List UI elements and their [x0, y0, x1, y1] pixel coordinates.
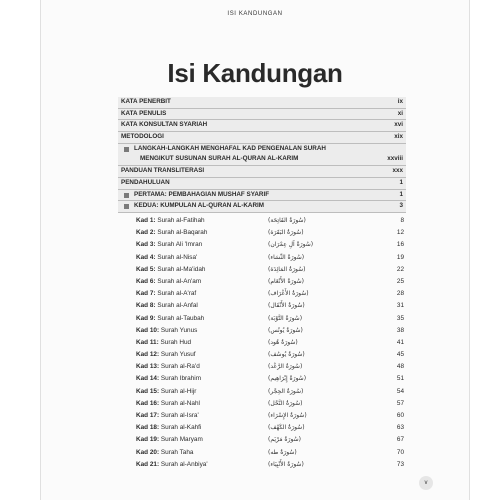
toc-label: KATA PENULIS: [121, 109, 167, 117]
kad-page: 25: [396, 277, 404, 285]
kad-name: [136, 410, 199, 422]
toc-label: PERTAMA: PEMBAHAGIAN MUSHAF SYARIF: [134, 190, 270, 198]
kad-name: [136, 288, 196, 300]
kad-row[interactable]: [136, 300, 404, 312]
kad-page: 28: [396, 290, 404, 298]
kad-number: Kad 13:: [136, 363, 160, 371]
kad-page: 45: [396, 351, 404, 359]
toc-page: xxx: [392, 167, 403, 175]
toc-label: PANDUAN TRANSLITERASI: [121, 167, 205, 175]
surah-name: Surah al-A'raf: [157, 290, 197, 298]
kad-row[interactable]: [136, 252, 404, 264]
kad-number: Kad 17:: [136, 412, 160, 419]
kad-row[interactable]: [136, 373, 404, 385]
kad-number: Kad 10:: [136, 326, 160, 334]
kad-name: [136, 349, 196, 361]
arabic-name: (سُورَةُ الأَنْعَام): [268, 277, 304, 285]
kad-number: Kad 2:: [136, 229, 156, 237]
kad-name: [136, 434, 203, 446]
toc-page: 1: [399, 190, 403, 198]
kad-number: Kad 8:: [136, 302, 156, 310]
surah-name: Surah al-Taubah: [157, 314, 205, 322]
toc-row[interactable]: [118, 166, 406, 178]
toc-label: KATA PENERBIT: [121, 98, 171, 105]
kad-number: Kad 6:: [136, 277, 156, 285]
surah-name: Surah Ali 'Imran: [157, 241, 203, 249]
kad-number: Kad 15:: [136, 387, 160, 395]
toc-row[interactable]: [118, 178, 406, 190]
arabic-name: (سُورَةُ الكَهْف): [268, 424, 305, 432]
page-title: Isi Kandungan: [167, 58, 343, 88]
surah-name: Surah Yunus: [160, 326, 198, 334]
arabic-name: (سُورَةُ يُوسُف): [268, 351, 305, 359]
kad-name: [136, 447, 193, 459]
kad-name: [136, 313, 204, 325]
surah-name: Surah al-Kahfi: [160, 424, 202, 432]
arabic-name: (سُورَةُ التَّوْبَة): [268, 314, 303, 322]
kad-name: [136, 373, 201, 385]
arabic-name: (سُورَةُ النِّسَاء): [268, 253, 305, 261]
kad-number: Kad 16:: [136, 399, 160, 407]
surah-name: Surah al-Nahl: [160, 399, 200, 407]
arabic-name: (سُورَةُ الفَاتِحَة): [268, 217, 306, 224]
surah-name: Surah al-Fatihah: [157, 217, 205, 224]
bullet-icon: [124, 193, 129, 198]
kad-row[interactable]: [136, 239, 404, 251]
kad-number: Kad 5:: [136, 265, 156, 273]
toc-page: xi: [397, 109, 403, 117]
kad-name: [136, 337, 191, 349]
kad-row[interactable]: [136, 410, 404, 422]
kad-row[interactable]: [136, 337, 404, 349]
kad-number: Kad 1:: [136, 217, 156, 224]
kad-number: Kad 18:: [136, 424, 160, 432]
toc-page: xxviii: [387, 155, 403, 163]
toc-label: MENGIKUT SUSUNAN SURAH AL-QURAN AL-KARIM: [140, 155, 299, 163]
kad-number: Kad 11:: [136, 338, 159, 346]
kad-number: Kad 3:: [136, 241, 156, 249]
arabic-name: (سُورَةُ يُونُس): [268, 326, 303, 334]
toc-page: xix: [394, 133, 403, 141]
kad-name: [136, 239, 202, 251]
surah-name: Surah al-Nisa': [157, 253, 198, 261]
kad-number: Kad 12:: [136, 351, 160, 359]
kad-row[interactable]: [136, 215, 404, 227]
kad-row[interactable]: [136, 288, 404, 300]
arabic-name: (سُورَةُ الإِسْرَاء): [268, 412, 307, 419]
toc-row[interactable]: [118, 144, 406, 155]
toc-row[interactable]: [118, 201, 406, 213]
kad-name: [136, 422, 201, 434]
arabic-name: (سُورَةُ النَّحْل): [268, 399, 303, 407]
arabic-name: (سُورَةُ إِبْرَاهِيم): [268, 375, 307, 383]
arabic-name: (سُورَةُ الأَنْفَال): [268, 302, 305, 310]
arabic-name: (سُورَةُ هُود): [268, 338, 298, 346]
kad-row[interactable]: [136, 447, 404, 459]
toc-row[interactable]: [118, 132, 406, 144]
running-header: ISI KANDUNGAN: [227, 11, 283, 17]
kad-name: [136, 300, 198, 312]
surah-name: Surah Yusuf: [160, 351, 196, 359]
kad-number: Kad 19:: [136, 436, 160, 444]
surah-name: Surah al-Ma'idah: [157, 265, 206, 273]
kad-page: 16: [396, 241, 404, 249]
toc-row[interactable]: [118, 154, 406, 166]
kad-page: 57: [396, 399, 404, 407]
surah-name: Surah al-Ra'd: [160, 363, 200, 371]
surah-name: Surah Taha: [160, 448, 194, 456]
kad-row[interactable]: [136, 361, 404, 373]
kad-number: Kad 7:: [136, 290, 156, 298]
kad-row[interactable]: [136, 386, 404, 398]
kad-page: 35: [396, 314, 404, 322]
kad-page: 54: [396, 387, 404, 395]
kad-number: Kad 20:: [136, 448, 160, 456]
surah-name: Surah Ibrahim: [160, 375, 202, 383]
arabic-name: (سُورَةُ طه): [268, 448, 297, 456]
arabic-name: (سُورَةُ مَرْيَم): [268, 436, 301, 444]
kad-name: [136, 459, 208, 471]
kad-number: Kad 14:: [136, 375, 160, 383]
kad-name: [136, 227, 207, 239]
kad-page: 19: [396, 253, 404, 261]
kad-name: [136, 276, 201, 288]
bullet-icon: [124, 204, 129, 209]
kad-name: [136, 398, 200, 410]
toc-page: xvi: [394, 121, 403, 129]
kad-page: 73: [396, 460, 404, 468]
kad-row[interactable]: [136, 459, 404, 471]
bullet-icon: [124, 147, 129, 152]
toc-row[interactable]: [118, 120, 406, 132]
toc-label: KEDUA: KUMPULAN AL-QURAN AL-KARIM: [134, 202, 265, 210]
toc-row[interactable]: [118, 190, 406, 202]
kad-row[interactable]: [136, 276, 404, 288]
kad-row[interactable]: [136, 325, 404, 337]
kad-list: [136, 215, 404, 471]
toc-page: ix: [397, 98, 403, 105]
surah-name: Surah Hud: [160, 338, 192, 346]
kad-name: [136, 361, 200, 373]
toc-row[interactable]: [118, 109, 406, 121]
kad-name: [136, 386, 196, 398]
surah-name: Surah al-Anbiya': [160, 460, 208, 468]
front-matter-toc: [118, 97, 406, 213]
kad-name: [136, 252, 197, 264]
kad-row[interactable]: [136, 264, 404, 276]
kad-row[interactable]: [136, 422, 404, 434]
kad-page: 51: [396, 375, 404, 383]
toc-label: KATA KONSULTAN SYARIAH: [121, 121, 208, 129]
arabic-name: (سُورَةُ آلِ عِمْرَان): [268, 241, 314, 249]
kad-page: 41: [396, 338, 404, 346]
toc-label: METODOLOGI: [121, 133, 164, 141]
kad-row[interactable]: [136, 398, 404, 410]
arabic-name: (سُورَةُ الرَّعْد): [268, 363, 303, 371]
kad-page: 63: [396, 424, 404, 432]
kad-number: Kad 9:: [136, 314, 156, 322]
kad-page: 8: [400, 217, 404, 224]
kad-name: [136, 325, 197, 337]
kad-page: 60: [396, 412, 404, 419]
arabic-name: (سُورَةُ الحِجْر): [268, 387, 304, 395]
kad-page: 12: [396, 229, 404, 237]
arabic-name: (سُورَةُ الأَعْرَاف): [268, 290, 309, 298]
kad-row[interactable]: [136, 349, 404, 361]
kad-row[interactable]: [136, 313, 404, 325]
toc-row[interactable]: [118, 97, 406, 109]
surah-name: Surah Maryam: [160, 436, 203, 444]
toc-label: PENDAHULUAN: [121, 178, 170, 186]
toc-page: 3: [399, 202, 403, 210]
kad-page: 67: [396, 436, 404, 444]
toc-page: 1: [399, 178, 403, 186]
toc-label: LANGKAH-LANGKAH MENGHAFAL KAD PENGENALAN SURAH: [134, 144, 326, 152]
kad-page: 70: [396, 448, 404, 456]
kad-name: [136, 264, 205, 276]
surah-name: Surah al-Isra': [160, 412, 199, 419]
kad-row[interactable]: [136, 227, 404, 239]
kad-page: 22: [396, 265, 404, 273]
kad-row[interactable]: [136, 434, 404, 446]
kad-page: 48: [396, 363, 404, 371]
document-page: [40, 0, 470, 500]
arabic-name: (سُورَةُ الأَنْبِيَاء): [268, 460, 304, 468]
surah-name: Surah al-An'am: [157, 277, 202, 285]
kad-number: Kad 21:: [136, 460, 160, 468]
kad-number: Kad 4:: [136, 253, 156, 261]
kad-name: [136, 215, 205, 227]
page-number-badge: v: [419, 476, 433, 490]
kad-page: 38: [396, 326, 404, 334]
arabic-name: (سُورَةُ البَقَرَة): [268, 229, 304, 237]
arabic-name: (سُورَةُ المَائِدَة): [268, 265, 306, 273]
surah-name: Surah al-Baqarah: [157, 229, 208, 237]
surah-name: Surah al-Hijr: [160, 387, 197, 395]
surah-name: Surah al-Anfal: [157, 302, 198, 310]
kad-page: 31: [396, 302, 404, 310]
